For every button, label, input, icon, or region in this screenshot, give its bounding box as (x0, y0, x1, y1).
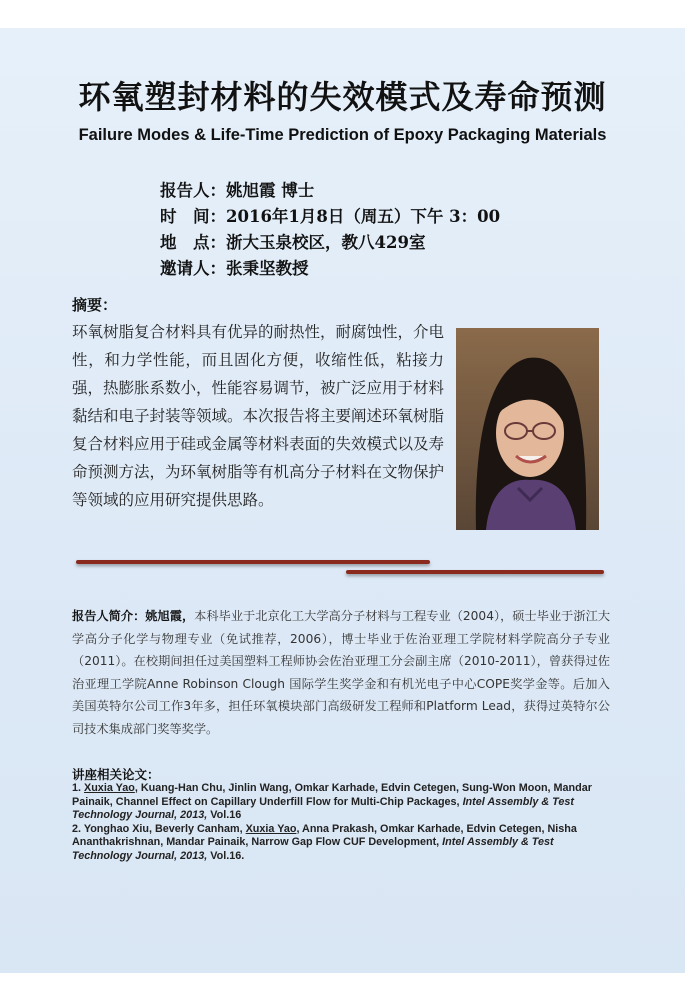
paper-volume: Vol.16. (207, 849, 245, 862)
page-title: 环氧塑封材料的失效模式及寿命预测 (78, 78, 607, 116)
decorative-divider (76, 560, 430, 564)
info-value: 张秉坚教授 (226, 259, 309, 278)
paper-pre-authors: Yonghao Xiu, Beverly Canham, (83, 822, 246, 835)
paper-item (72, 823, 612, 864)
info-value: 2016年1月8日（周五）下午 3：00 (226, 207, 501, 226)
papers-heading: 讲座相关论文： (72, 767, 160, 782)
info-label: 时 间： (160, 207, 226, 226)
paper-speaker-author: Xuxia Yao (84, 782, 135, 794)
paper-speaker-author: Xuxia Yao (245, 822, 297, 835)
paper-journal: Intel Assembly & Test Technology Journal, 2013, (72, 836, 554, 862)
info-label: 邀请人： (160, 259, 226, 278)
abstract-text: 环氧树脂复合材料具有优异的耐热性，耐腐蚀性，介电性，和力学性能，而且固化方便，收缩性低，粘接力强，热膨胀系数小，性能容易调节，被广泛应用于材料黏结和电子封装等领域。本次报告将主要阐述环氧树脂复合材料应用于硅或金属等材料表面的失效模式以及寿命预测方法，为环氧树脂等有机高分子材料在文物保护等领域的应用研究提供思路。 (72, 323, 445, 509)
speaker-photo (456, 328, 599, 530)
abstract-heading: 摘要： (72, 296, 118, 314)
paper-item (72, 782, 612, 823)
papers-list (72, 782, 612, 863)
bio-heading: 报告人简介： (72, 609, 146, 623)
bio-text: 本科毕业于北京化工大学高分子材料与工程专业（2004），硕士毕业于浙江大学高分子化学与物理专业（免试推荐，2006），博士毕业于佐治亚理工学院材料学院高分子专业（2011）。在校期间担任过美国塑料工程师协会佐治亚理工分会副主席（2010-2011），曾获得过佐治亚理工学院Anne Robinson Clough 国际学生奖学金和有机光电子中心COPE奖学金等。后加入美国英特尔公司工作3年多，担任环氧模块部门高级研发工程师和Platform Lead，获得过英特尔公司技术集成部门奖等奖学。 (72, 609, 611, 736)
decorative-divider (346, 570, 604, 574)
speaker-bio (72, 605, 610, 740)
info-label: 地 点： (160, 233, 226, 252)
info-value: 浙大玉泉校区，教八429室 (226, 233, 426, 252)
paper-number: 2. (72, 822, 84, 835)
info-speaker (160, 178, 500, 204)
info-location (160, 230, 500, 256)
info-host (160, 256, 500, 282)
info-label: 报告人： (160, 181, 226, 200)
paper-details: , Kuang-Han Chu, Jinlin Wang, Omkar Karhade, Edvin Cetegen, Sung-Won Moon, Mandar Painaik, Channel Effect on Capillary Underfill Flow for Multi-Chip Packages, (72, 782, 592, 808)
paper-volume: Vol.16 (207, 809, 242, 821)
info-time (160, 204, 500, 230)
paper-number: 1. (72, 782, 85, 794)
talk-info (160, 178, 500, 282)
paper-journal: Intel Assembly & Test Technology Journal, 2013, (72, 795, 574, 821)
info-value: 姚旭霞 博士 (226, 181, 315, 200)
paper-details: , Anna Prakash, Omkar Karhade, Edvin Cetegen, Nisha Ananthakrishnan, Mandar Painaik, Narrow Gap Flow CUF Development, (72, 822, 577, 848)
bio-name: 姚旭霞， (145, 609, 195, 623)
page-subtitle: Failure Modes & Life-Time Prediction of Epoxy Packaging Materials (78, 126, 607, 144)
